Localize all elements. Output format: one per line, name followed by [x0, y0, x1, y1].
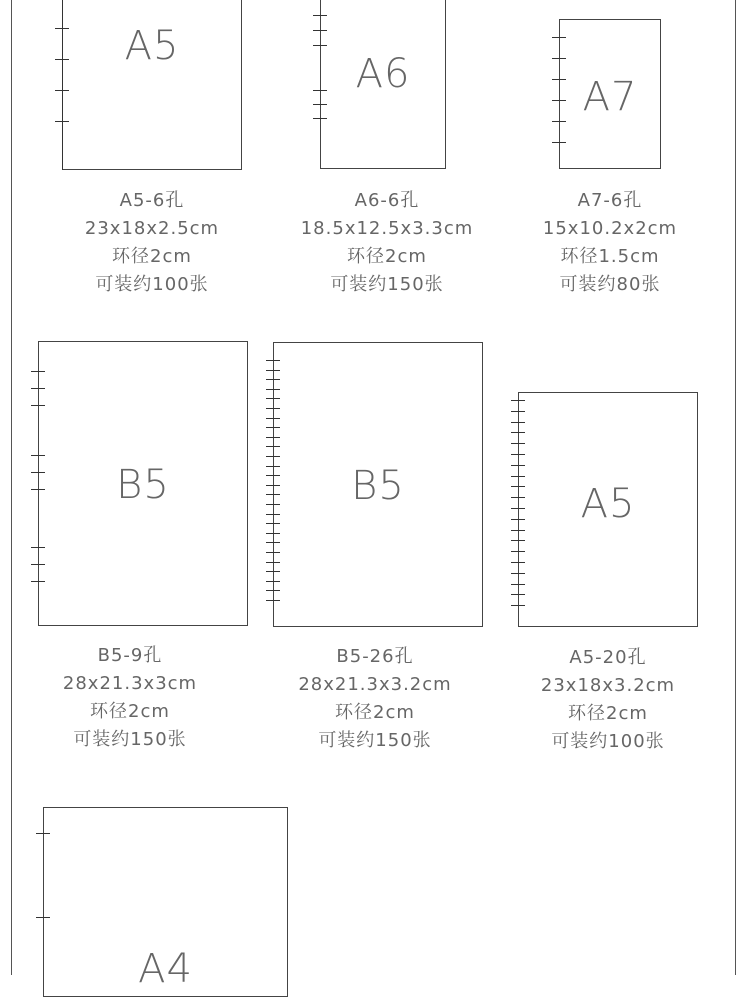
binder-ring [266, 600, 280, 601]
frame-right-border [735, 0, 736, 975]
spec-capacity: 可装约150张 [330, 274, 444, 295]
spec-dimensions: 18.5x12.5x3.3cm [300, 218, 474, 239]
binder-ring [511, 562, 525, 563]
binder-ring [511, 454, 525, 455]
binder-ring [36, 917, 50, 918]
size-label: A7 [582, 74, 638, 120]
binder-ring [313, 90, 327, 91]
binder-ring [313, 30, 327, 31]
binder-ring [55, 90, 69, 91]
binder-ring [31, 388, 45, 389]
binder-ring [266, 437, 280, 438]
spec-a5-6-hole [52, 187, 252, 299]
spec-a5-20-hole [508, 644, 708, 756]
binder-ring [552, 37, 566, 38]
binder-ring [511, 551, 525, 552]
binder-ring [266, 427, 280, 428]
binder-ring [266, 533, 280, 534]
spec-a6-6-hole [287, 187, 487, 299]
binder-ring [36, 833, 50, 834]
spec-capacity: 可装约150张 [318, 730, 432, 751]
size-label: A5 [124, 23, 180, 69]
binder-ring [552, 100, 566, 101]
spec-ring-diameter: 环径2cm [90, 701, 170, 722]
binder-ring [511, 605, 525, 606]
binder-ring [266, 389, 280, 390]
binder-ring [266, 379, 280, 380]
notebook-a5-6-hole [62, 0, 242, 170]
binder-ring [552, 58, 566, 59]
binder-ring [266, 418, 280, 419]
frame-left-border [11, 0, 12, 975]
size-label: A6 [355, 51, 411, 97]
size-label: A5 [580, 481, 636, 527]
binder-ring [511, 476, 525, 477]
binder-ring [266, 360, 280, 361]
binder-ring [266, 552, 280, 553]
spec-model: B5-9孔 [97, 645, 163, 666]
binder-ring [552, 121, 566, 122]
binder-ring [511, 432, 525, 433]
binder-ring [31, 489, 45, 490]
binder-ring [511, 411, 525, 412]
binder-ring [266, 504, 280, 505]
binder-ring [266, 562, 280, 563]
notebook-b5-26-hole [273, 342, 483, 627]
spec-capacity: 可装约100张 [551, 731, 665, 752]
binder-ring [266, 466, 280, 467]
binder-ring [266, 446, 280, 447]
size-label: B5 [116, 462, 170, 508]
spec-model: B5-26孔 [336, 646, 414, 667]
binder-ring [31, 405, 45, 406]
spec-b5-26-hole [275, 643, 475, 755]
binder-ring [31, 455, 45, 456]
spec-capacity: 可装约80张 [559, 274, 661, 295]
spec-dimensions: 28x21.3x3.2cm [298, 674, 452, 695]
spec-ring-diameter: 环径1.5cm [560, 246, 660, 267]
spec-dimensions: 15x10.2x2cm [542, 218, 678, 239]
binder-ring [511, 422, 525, 423]
binder-ring [511, 400, 525, 401]
binder-ring [511, 573, 525, 574]
binder-ring [55, 28, 69, 29]
binder-ring [313, 45, 327, 46]
binder-ring [266, 571, 280, 572]
binder-ring [511, 486, 525, 487]
size-label: A4 [138, 946, 193, 992]
spec-capacity: 可装约100张 [95, 274, 209, 295]
binder-ring [266, 456, 280, 457]
spec-model: A5-6孔 [119, 190, 185, 211]
spec-a7-6-hole [510, 187, 710, 299]
binder-ring [511, 530, 525, 531]
spec-ring-diameter: 环径2cm [112, 246, 192, 267]
binder-ring [313, 15, 327, 16]
binder-ring [511, 497, 525, 498]
spec-dimensions: 28x21.3x3cm [62, 673, 198, 694]
binder-ring [511, 443, 525, 444]
binder-ring [313, 118, 327, 119]
spec-ring-diameter: 环径2cm [347, 246, 427, 267]
binder-ring [55, 59, 69, 60]
binder-ring [266, 590, 280, 591]
binder-ring [552, 79, 566, 80]
binder-ring [266, 581, 280, 582]
binder-ring [31, 371, 45, 372]
binder-ring [31, 472, 45, 473]
spec-model: A5-20孔 [569, 647, 647, 668]
binder-ring [511, 508, 525, 509]
binder-ring [511, 540, 525, 541]
binder-ring [511, 584, 525, 585]
spec-capacity: 可装约150张 [73, 729, 187, 750]
binder-ring [511, 519, 525, 520]
spec-b5-9-hole [30, 642, 230, 754]
binder-ring [266, 475, 280, 476]
size-label: B5 [351, 463, 405, 509]
binder-ring [31, 564, 45, 565]
notebook-a6-6-hole [320, 0, 446, 169]
binder-ring [266, 398, 280, 399]
binder-ring [266, 523, 280, 524]
notebook-b5-9-hole [38, 341, 248, 626]
binder-ring [31, 547, 45, 548]
binder-ring [313, 104, 327, 105]
binder-ring [266, 514, 280, 515]
binder-ring [552, 142, 566, 143]
spec-model: A7-6孔 [577, 190, 643, 211]
spec-dimensions: 23x18x2.5cm [84, 218, 220, 239]
notebook-a5-20-hole [518, 392, 698, 627]
spec-ring-diameter: 环径2cm [335, 702, 415, 723]
binder-ring [511, 594, 525, 595]
binder-ring [55, 121, 69, 122]
binder-ring [31, 581, 45, 582]
spec-ring-diameter: 环径2cm [568, 703, 648, 724]
notebook-a7-6-hole [559, 19, 661, 169]
binder-ring [266, 408, 280, 409]
binder-ring [266, 485, 280, 486]
binder-ring [511, 465, 525, 466]
binder-ring [266, 494, 280, 495]
spec-dimensions: 23x18x3.2cm [540, 675, 676, 696]
binder-ring [266, 370, 280, 371]
binder-spine [62, 0, 63, 170]
notebook-a4 [43, 807, 288, 997]
spec-model: A6-6孔 [354, 190, 420, 211]
binder-ring [266, 542, 280, 543]
